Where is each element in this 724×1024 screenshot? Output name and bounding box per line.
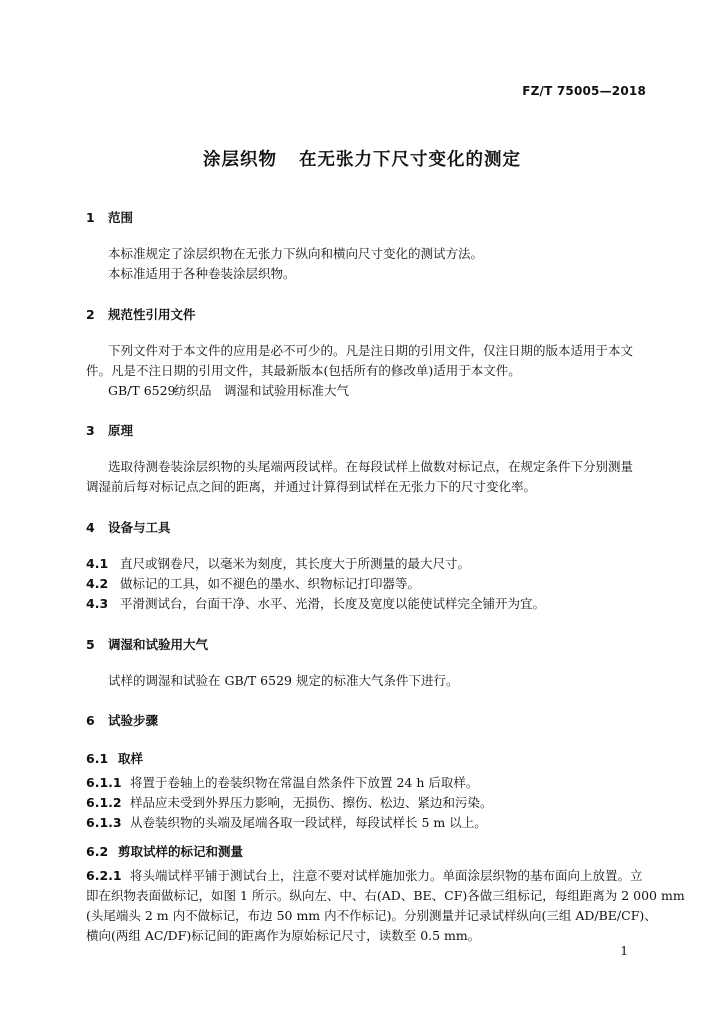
item-6-2-1-line-4: 横向(两组 AC/DF)标记间的距离作为原始标记尺寸，读数至 0.5 mm。	[86, 928, 481, 943]
document-title	[0, 146, 724, 171]
section-3-para-line-1: 选取待测卷装涂层织物的头尾端两段试样。在每段试样上做数对标记点，在规定条件下分别测量	[108, 459, 634, 474]
item-6-2-1-line-3: (头尾端头 2 m 内不做标记，布边 50 mm 内不作标记)。分别测量并记录试样纵向(三组 AD/BE/CF)、	[86, 908, 657, 923]
section-3-heading: 3 原理	[86, 423, 134, 438]
normative-reference	[108, 384, 349, 398]
section-2-para-line-2: 件。凡是不注日期的引用文件，其最新版本(包括所有的修改单)适用于本文件。	[86, 363, 521, 378]
section-5-heading: 5 调湿和试验用大气	[86, 637, 209, 652]
item-4-2: 4.2 做标记的工具，如不褪色的墨水、织物标记打印器等。	[86, 576, 421, 591]
section-2-heading: 2 规范性引用文件	[86, 307, 196, 322]
section-6-heading: 6 试验步骤	[86, 713, 159, 728]
reference-title: 调湿和试验用标准大气	[224, 383, 350, 398]
item-4-1: 4.1 直尺或钢卷尺，以毫米为刻度，其长度大于所测量的最大尺寸。	[86, 556, 471, 571]
title-part-2: 在无张力下尺寸变化的测定	[299, 150, 521, 170]
title-part-1: 涂层织物	[203, 150, 277, 170]
section-1-para-2: 本标准适用于各种卷装涂层织物。	[108, 266, 296, 281]
section-2-para-line-1: 下列文件对于本文件的应用是必不可少的。凡是注日期的引用文件，仅注日期的版本适用于本文	[108, 343, 634, 358]
reference-code: GB/T 6529	[108, 383, 176, 398]
section-5-para: 试样的调湿和试验在 GB/T 6529 规定的标准大气条件下进行。	[108, 673, 459, 688]
item-6-1-3: 6.1.3 从卷装织物的头端及尾端各取一段试样，每段试样长 5 m 以上。	[86, 815, 487, 830]
item-6-1-2: 6.1.2 样品应未受到外界压力影响，无损伤、擦伤、松边、紧边和污染。	[86, 795, 493, 810]
item-6-2-1-line-1: 6.2.1 将头端试样平铺于测试台上，注意不要对试样施加张力。单面涂层织物的基布面向上放置。立	[86, 868, 643, 883]
section-4-heading: 4 设备与工具	[86, 520, 171, 535]
section-1-para-1: 本标准规定了涂层织物在无张力下纵向和横向尺寸变化的测试方法。	[108, 246, 484, 261]
item-4-3: 4.3 平滑测试台，台面干净、水平、光滑，长度及宽度以能使试样完全铺开为宜。	[86, 596, 546, 611]
section-6-2-heading: 6.2 剪取试样的标记和测量	[86, 844, 244, 859]
page-number: 1	[620, 944, 628, 958]
item-6-2-1-line-2: 即在织物表面做标记，如图 1 所示。纵向左、中、右(AD、BE、CF)各做三组标记，每组距离为 2 000 mm	[86, 888, 685, 903]
section-1-heading: 1 范围	[86, 210, 134, 225]
reference-name: 纺织品	[174, 383, 212, 398]
standard-code: FZ/T 75005—2018	[522, 84, 646, 98]
section-6-1-heading: 6.1 取样	[86, 751, 144, 766]
section-3-para-line-2: 调湿前后每对标记点之间的距离，并通过计算得到试样在无张力下的尺寸变化率。	[86, 479, 537, 494]
item-6-1-1: 6.1.1 将置于卷轴上的卷装织物在常温自然条件下放置 24 h 后取样。	[86, 775, 479, 790]
